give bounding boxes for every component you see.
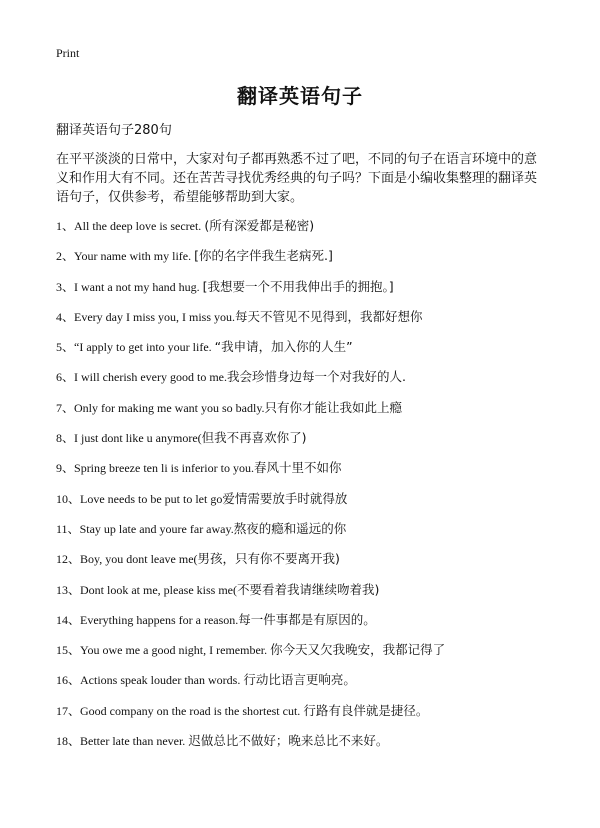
sentence-english: You owe me a good night, I remember. [80,643,271,658]
sentence-number: 8、 [56,431,75,446]
sentence-english: Dont look at me, please kiss me( [80,582,237,597]
list-item [56,459,556,489]
sentence-chinese: 但我不再喜欢你了) [201,430,307,446]
sentence-english: Good company on the road is the shortest cut. [80,703,304,718]
sentence-english: I will cherish every good to me. [74,370,227,385]
list-item [56,368,556,398]
sentence-english: I want a not my hand hug. [74,279,203,294]
list-item [56,581,556,611]
intro-paragraph: 在平平淡淡的日常中，大家对句子都再熟悉不过了吧，不同的句子在语言环境中的意义和作用大有不同。还在苦苦寻找优秀经典的句子吗？下面是小编收集整理的翻译英语句子，仅供参考，希望能够帮助到大家。 [56,152,538,205]
sentence-number: 13、 [56,582,81,597]
sentence-number: 14、 [56,612,81,627]
sentence-chinese: 迟做总比不做好；晚来总比不来好。 [188,733,389,749]
sentence-number: 17、 [56,703,81,718]
sentence-english: I just dont like u anymore( [74,431,202,446]
sentence-english: Every day I miss you, I miss you. [74,309,236,324]
sentence-number: 11、 [56,521,80,536]
sentence-english: Love needs to be put to let go [80,491,223,506]
list-item [56,278,556,308]
sentence-english: Your name with my life. [74,249,195,264]
list-item [56,550,556,580]
sentence-english: Stay up late and youre far away. [79,521,234,536]
sentence-chinese: 春风十里不如你 [253,460,342,476]
print-label: Print [56,46,80,60]
sentence-chinese: 熬夜的瘾和遥远的你 [233,520,347,536]
list-item [56,338,556,368]
sentence-chinese: [你的名字伴我生老病死.] [194,248,333,264]
sentence-english: Better late than never. [80,734,189,749]
sentence-number: 12、 [56,552,81,567]
list-item [56,611,556,641]
sentence-number: 4、 [56,309,75,324]
sentence-list [56,217,556,762]
sentence-number: 5、 [56,340,75,355]
list-item [56,641,556,671]
subtitle: 翻译英语句子280句 [56,123,172,138]
list-item [56,702,556,732]
sentence-chinese: 男孩，只有你不要离开我) [197,551,340,567]
sentence-chinese: 每天不管见不见得到，我都好想你 [235,308,423,324]
sentence-chinese: 爱情需要放手时就得放 [222,490,348,506]
sentence-chinese: “我申请，加入你的人生” [214,339,353,355]
list-item [56,520,556,550]
sentence-chinese: 你今天又欠我晚安，我都记得了 [270,642,446,658]
sentence-number: 7、 [56,400,75,415]
list-item [56,247,556,277]
sentence-number: 2、 [56,249,75,264]
sentence-number: 9、 [56,461,75,476]
sentence-number: 15、 [56,643,81,658]
list-item [56,399,556,429]
sentence-number: 1、 [56,219,75,233]
sentence-english: All the deep love is secret. [74,219,205,233]
list-item [56,732,556,762]
sentence-chinese: [我想要一个不用我伸出手的拥抱。] [202,278,394,294]
sentence-english: Only for making me want you so badly. [74,400,265,415]
page-title: 翻译英语句子 [237,84,363,108]
list-item [56,490,556,520]
list-item [56,429,556,459]
sentence-number: 16、 [56,673,81,688]
sentence-english: Everything happens for a reason. [80,612,239,627]
sentence-number: 18、 [56,734,81,749]
sentence-chinese: 只有你才能让我如此上瘾 [264,399,403,415]
list-item [56,308,556,338]
sentence-english: “I apply to get into your life. [74,340,215,355]
list-item [56,671,556,701]
sentence-chinese: (所有深爱都是秘密) [204,218,315,233]
sentence-chinese: 我会珍惜身边每一个对我好的人. [226,369,406,385]
sentence-number: 10、 [56,491,81,506]
sentence-english: Boy, you dont leave me( [80,552,198,567]
list-item [56,217,556,247]
sentence-chinese: 每一件事都是有原因的。 [238,611,376,627]
sentence-chinese: 行路有良伴就是捷径。 [303,702,429,718]
sentence-english: Actions speak louder than words. [80,673,244,688]
sentence-chinese: 不要看着我请继续吻着我) [236,581,380,597]
sentence-chinese: 行动比语言更响亮。 [243,672,356,688]
sentence-number: 3、 [56,279,75,294]
sentence-english: Spring breeze ten li is inferior to you. [74,461,254,476]
sentence-number: 6、 [56,370,75,385]
